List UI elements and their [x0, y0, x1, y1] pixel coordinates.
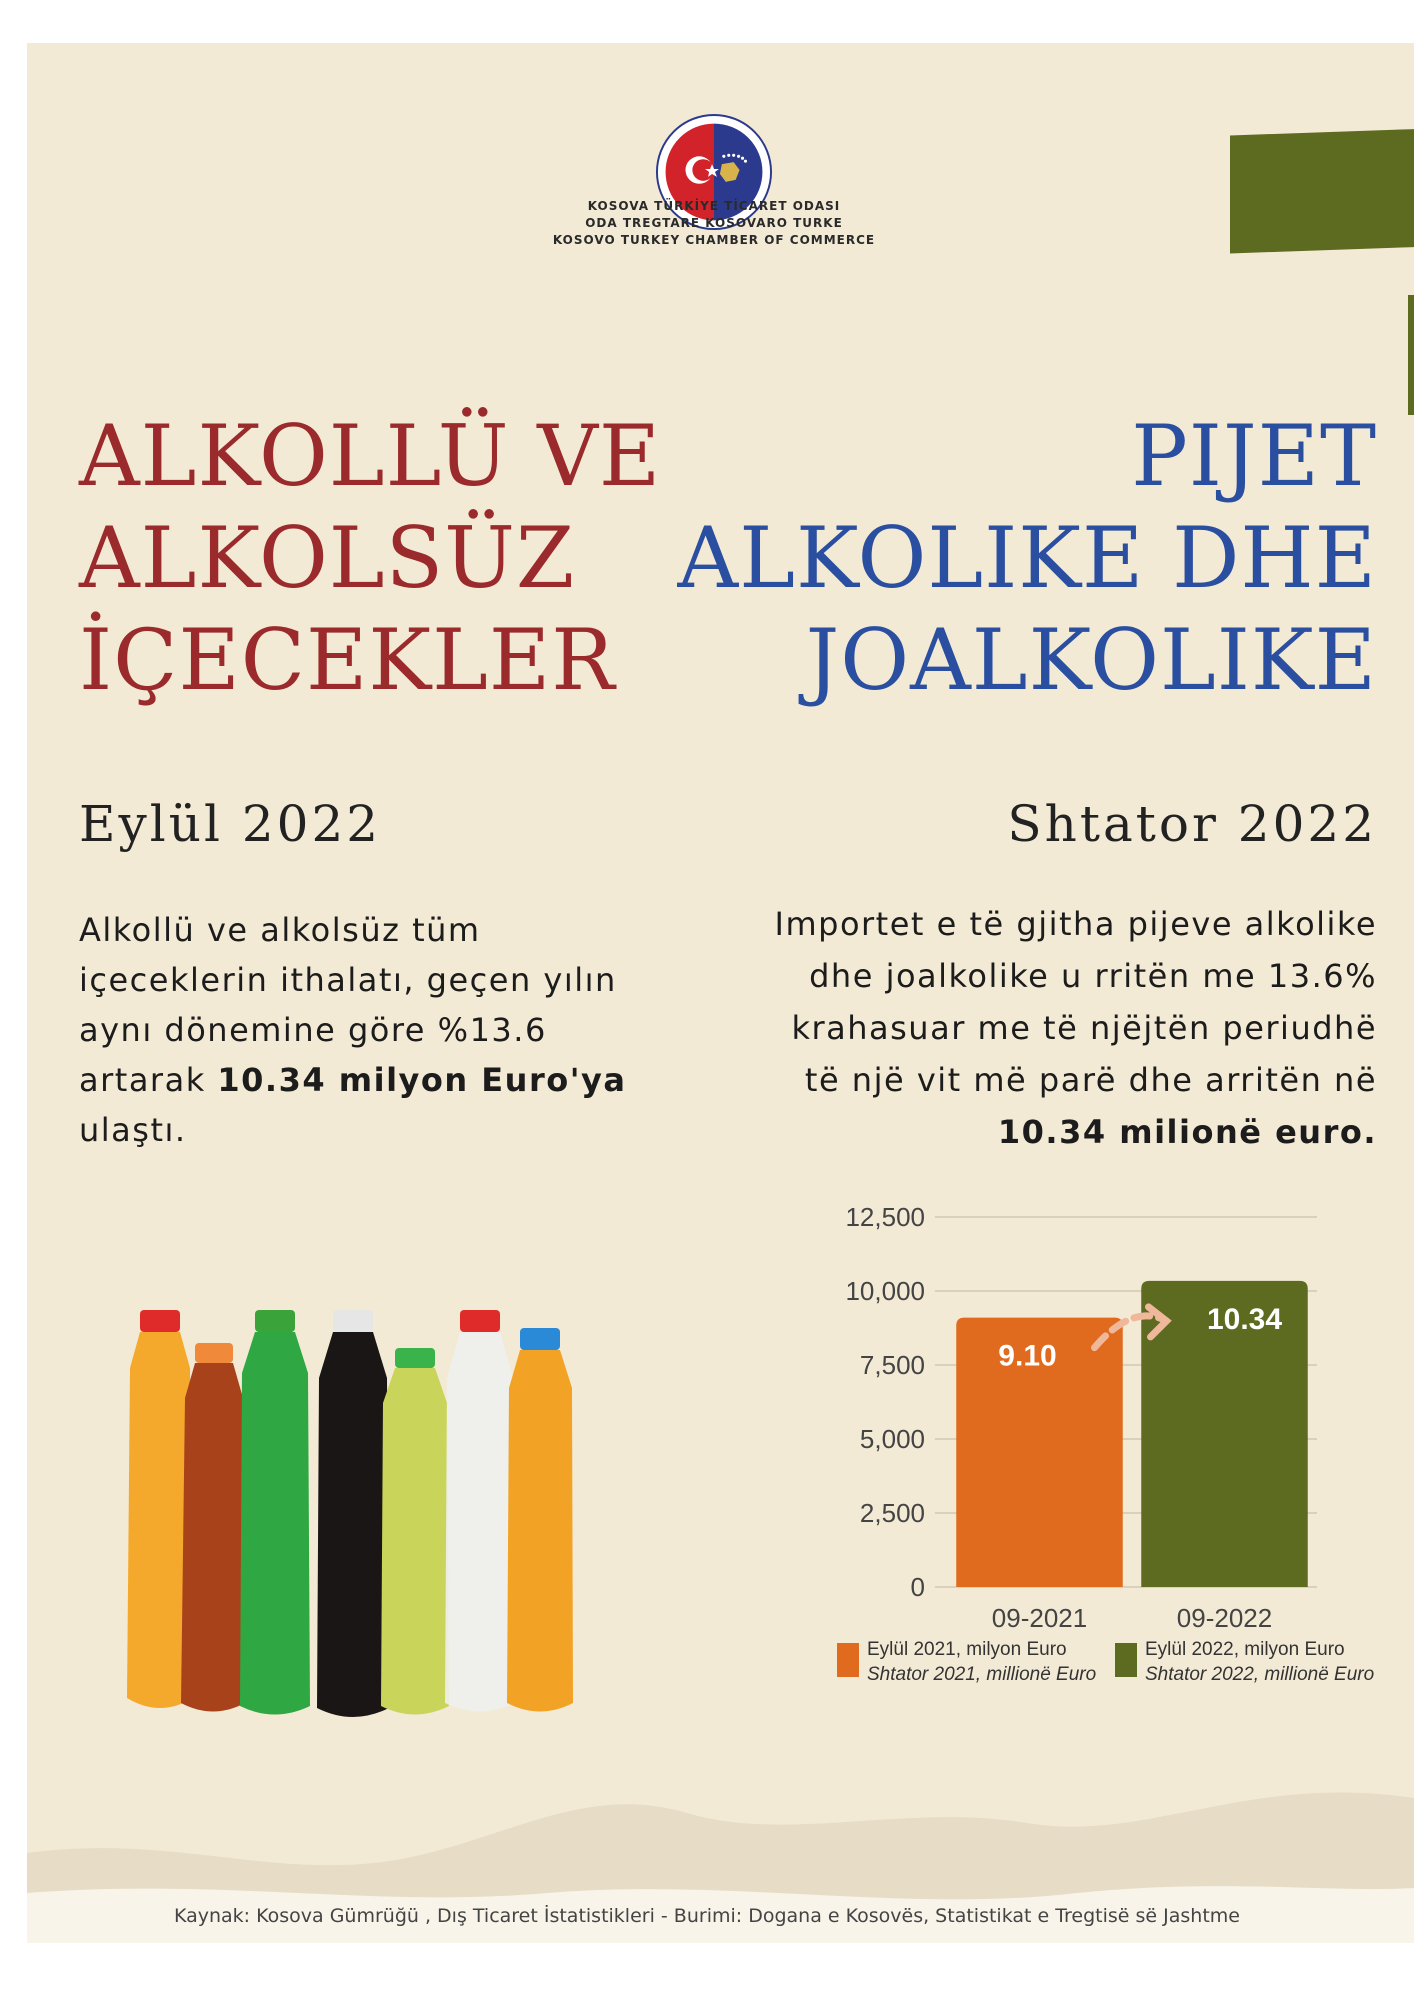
y-tick-label: 2,500: [859, 1498, 925, 1528]
y-tick-label: 7,500: [859, 1350, 925, 1380]
summary-albanian-amount: 10.34 milionë euro.: [997, 1113, 1377, 1151]
summary-albanian-text: Importet e të gjitha pijeve alkolike dhe joalkolike u rritën me 13.6% krahasuar me të njëjtën periudhë të një vit më parë dhe arritën në: [774, 905, 1377, 1099]
imports-bar-chart: [797, 1183, 1397, 1723]
summary-turkish-text: Alkollü ve alkolsüz tüm içeceklerin ithalatı, geçen yılın aynı dönemine göre %13.6 artarak: [79, 911, 617, 1099]
title-albanian: PIJET ALKOLIKE DHE JOALKOLIKE: [677, 407, 1377, 709]
y-tick-label: 5,000: [859, 1424, 925, 1454]
org-name-albanian: ODA TREGTARE KOSOVARO TURKE: [585, 216, 843, 230]
olive-side-bar: [1408, 295, 1414, 415]
page-sheet: [27, 43, 1414, 1943]
summary-albanian: [767, 898, 1377, 1158]
y-tick-label: 0: [910, 1572, 925, 1602]
legend-label-line1: Eylül 2022, milyon Euro: [1145, 1639, 1345, 1660]
summary-turkish-amount: 10.34 milyon Euro'ya: [217, 1061, 627, 1099]
legend-label-line1: Eylül 2021, milyon Euro: [867, 1639, 1067, 1660]
legend-label-line2: Shtator 2022, millionë Euro: [1145, 1664, 1375, 1685]
date-turkish: Eylül 2022: [79, 795, 382, 853]
org-name-turkish: KOSOVA TÜRKİYE TİCARET ODASI: [587, 199, 841, 213]
summary-turkish: [79, 905, 639, 1155]
chart-y-tick-labels: [845, 1202, 925, 1602]
y-tick-label: 10,000: [845, 1276, 925, 1306]
bottle-orange-right: [507, 1328, 573, 1712]
x-tick-label: 09-2022: [1176, 1603, 1273, 1633]
bar-value-label: 10.34: [1206, 1302, 1283, 1336]
legend-label-line2: Shtator 2021, millionë Euro: [867, 1664, 1097, 1685]
org-name-english: KOSOVO TURKEY CHAMBER OF COMMERCE: [552, 233, 876, 247]
bottle-lime: [381, 1348, 449, 1715]
bar-value-label: 9.10: [998, 1339, 1057, 1373]
olive-deco-bar: [1230, 129, 1414, 254]
legend-swatch: [837, 1643, 859, 1677]
bottle-green: [240, 1310, 310, 1715]
organization-name-block: [477, 198, 951, 249]
y-tick-label: 12,500: [845, 1202, 925, 1232]
legend-swatch: [1115, 1643, 1137, 1677]
summary-turkish-tail: ulaştı.: [79, 1111, 187, 1149]
beverage-bottles-illustration: [105, 1298, 665, 1728]
bottle-brown: [181, 1343, 245, 1712]
source-note: Kaynak: Kosova Gümrüğü , Dış Ticaret İstatistikleri - Burimi: Dogana e Kosovës, Statistikat e Tregtisë së Jashtme: [173, 1905, 1241, 1927]
bottle-cola: [317, 1310, 389, 1717]
chart-x-tick-labels: [992, 1603, 1272, 1633]
title-turkish: ALKOLLÜ VE ALKOLSÜZ İÇECEKLER: [79, 407, 662, 709]
x-tick-label: 09-2021: [991, 1603, 1088, 1633]
bottle-clear: [445, 1310, 515, 1712]
date-albanian: Shtator 2022: [1007, 795, 1377, 853]
chart-legend: [837, 1639, 1374, 1685]
